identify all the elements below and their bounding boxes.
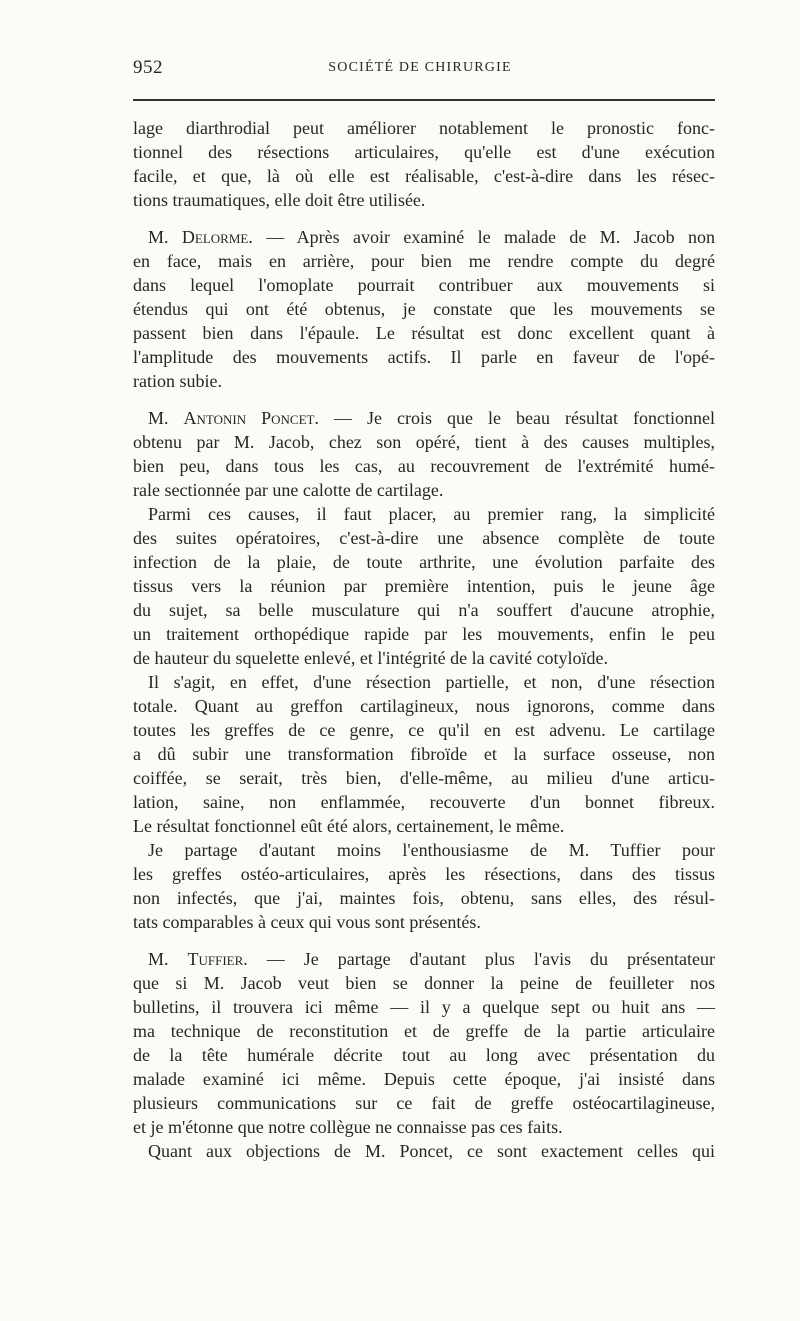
text-line: Quant aux objections de M. Poncet, ce sont exactement celles qui [148,1141,715,1161]
text-line: malade examiné ici même. Depuis cette époque, j'ai insisté dans [133,1069,715,1089]
speaker-text: . — Je partage d'autant plus l'avis du présentateur [243,949,715,969]
text-line: bien peu, dans tous les cas, au recouvrement de l'extrémité humé- [133,456,715,476]
speaker-text: M. [148,408,184,428]
paragraph [133,1139,715,1163]
text-line: infection de la plaie, de toute arthrite, une évolution parfaite des [133,552,715,572]
text-line: que si M. Jacob veut bien se donner la peine de feuilleter nos [133,973,715,993]
text-line [133,225,715,249]
text-line: des suites opératoires, c'est-à-dire une absence complète de toute [133,528,715,548]
text-line: Parmi ces causes, il faut placer, au premier rang, la simplicité [148,504,715,524]
text-line: tions traumatiques, elle doit être utilisée. [133,190,426,210]
text-line: ma technique de reconstitution et de greffe de la partie articulaire [133,1021,715,1041]
text-line [133,947,715,971]
speaker-text: M. [148,227,182,247]
text-line: en face, mais en arrière, pour bien me rendre compte du degré [133,251,715,271]
header-rule [133,99,715,101]
text-line: les greffes ostéo-articulaires, après les résections, dans des tissus [133,864,715,884]
text-line: tissus vers la réunion par première intention, puis le jeune âge [133,576,715,596]
speaker-name: Tuffier [187,949,244,969]
speaker-text: . — Je crois que le beau résultat fonctionnel [314,408,715,428]
text-line: un traitement orthopédique rapide par les mouvements, enfin le peu [133,624,715,644]
text-line: Je partage d'autant moins l'enthousiasme de M. Tuffier pour [148,840,715,860]
text-line: toutes les greffes de ce genre, ce qu'il en est advenu. Le cartilage [133,720,715,740]
text-line: facile, et que, là où elle est réalisable, c'est-à-dire dans les résec- [133,166,715,186]
text-line: ration subie. [133,371,222,391]
text-line: tionnel des résections articulaires, qu'elle est d'une exécution [133,142,715,162]
text-line: totale. Quant au greffon cartilagineux, nous ignorons, comme dans [133,696,715,716]
text-line: passent bien dans l'épaule. Le résultat est donc excellent quant à [133,323,715,343]
speaker-paragraph [133,225,715,393]
text-line: du sujet, sa belle musculature qui n'a souffert d'aucune atrophie, [133,600,715,620]
body-text [133,116,715,1163]
speaker-text: M. [148,949,188,969]
text-line: non infectés, que j'ai, maintes fois, obtenu, sans elles, des résul- [133,888,715,908]
speaker-text: . — Après avoir examiné le malade de M. Jacob non [248,227,715,247]
speaker-paragraph [133,947,715,1139]
text-line: tats comparables à ceux qui vous sont présentés. [133,912,481,932]
text-line: Il s'agit, en effet, d'une résection partielle, et non, d'une résection [148,672,715,692]
text-line: de hauteur du squelette enlevé, et l'intégrité de la cavité cotyloïde. [133,648,609,668]
text-line: dans lequel l'omoplate pourrait contribuer aux mouvements si [133,275,715,295]
text-line: plusieurs communications sur ce fait de greffe ostéocartilagineuse, [133,1093,715,1113]
text-line: Le résultat fonctionnel eût été alors, certainement, le même. [133,816,565,836]
text-line: et je m'étonne que notre collègue ne connaisse pas ces faits. [133,1117,563,1137]
running-title: SOCIÉTÉ DE CHIRURGIE [328,60,512,75]
text-line: l'amplitude des mouvements actifs. Il parle en faveur de l'opé- [133,347,715,367]
paragraph [133,116,715,212]
paragraph [133,838,715,934]
text-line: obtenu par M. Jacob, chez son opéré, tient à des causes multiples, [133,432,715,452]
text-line: de la tête humérale décrite tout au long avec présentation du [133,1045,715,1065]
speaker-name: Delorme [181,227,249,247]
paragraph [133,502,715,670]
text-line [133,406,715,430]
text-line: coiffée, se serait, très bien, d'elle-même, au milieu d'une articu- [133,768,715,788]
paragraph [133,670,715,838]
text-line: lation, saine, non enflammée, recouverte d'un bonnet fibreux. [133,792,715,812]
text-line: a dû subir une transformation fibroïde et la surface osseuse, non [133,744,715,764]
text-line: bulletins, il trouvera ici même — il y a quelque sept ou huit ans — [133,997,715,1017]
speaker-paragraph [133,406,715,502]
page-number: 952 [133,57,163,78]
text-line: lage diarthrodial peut améliorer notablement le pronostic fonc- [133,118,715,138]
speaker-name: Antonin Poncet [183,408,315,428]
text-line: étendus qui ont été obtenus, je constate que les mouvements se [133,299,715,319]
text-line: rale sectionnée par une calotte de cartilage. [133,480,444,500]
